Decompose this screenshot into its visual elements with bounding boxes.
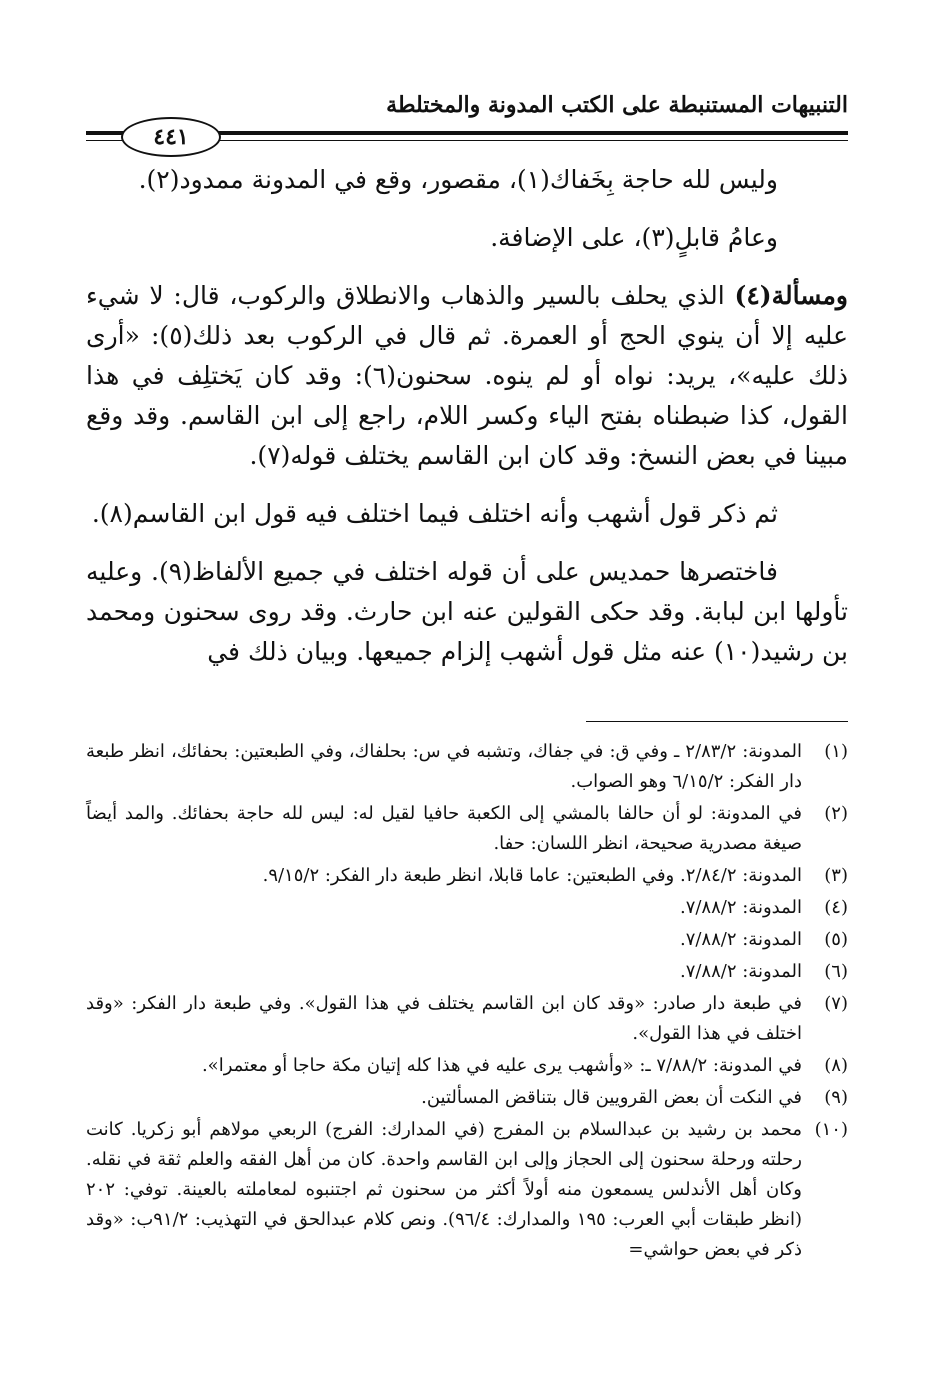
footnote-text: في المدونة: لو أن حالفا بالمشي إلى الكعبة حافيا لقيل له: ليس لله حاجة بحفائك. والمد أيضاً صيغة مصدرية صحيحة، انظر اللسان: حفا. [86,803,802,854]
footnotes [86,737,848,1267]
paragraph-5: فاختصرها حمديس على أن قوله اختلف في جميع الألفاظ(٩). وعليه تأولها ابن لبابة. وقد حكى القولين عنه ابن حارث. وقد روى سحنون ومحمد بن رشيد(١٠) عنه مثل قول أشهب إلزام جميعها. وبيان ذلك في [86,557,848,666]
footnote [86,989,848,1049]
footnote-text: المدونة: ٧/٨٨/٢. [679,961,802,982]
footnote-text: المدونة: ٧/٨٨/٢. [679,929,802,950]
footnote-separator [586,721,848,722]
footnote [86,799,848,859]
footnote-number: (٤) [824,897,848,918]
footnote-text: المدونة: ٧/٨٨/٢. [679,897,802,918]
footnote-number: (٦) [824,961,848,982]
footnote-text: في طبعة دار صادر: «وقد كان ابن القاسم يختلف في هذا القول». وفي طبعة دار الفكر: «وقد اختلف في هذا القول». [86,993,802,1044]
footnote [86,1083,848,1113]
paragraph-3-text: الذي يحلف بالسير والذهاب والانطلاق والركوب، قال: لا شيء عليه إلا أن ينوي الحج أو العمرة. ثم قال في الركوب بعد ذلك(٥): «أرى ذلك عليه»، يريد: نواه أو لم ينوه. سحنون(٦): وقد كان يَختلِف في هذا القول، كذا ضبطناه بفتح الياء وكسر اللام، راجع إلى ابن القاسم. وقد وقع مبينا في بعض النسخ: وقد كان ابن القاسم يختلف قوله(٧). [86,281,848,470]
footnote-number: (٣) [824,865,848,886]
paragraph-3 [86,276,848,476]
paragraph-1: وليس لله حاجة بِخَفاك(١)، مقصور، وقع في المدونة ممدود(٢). [138,165,778,194]
footnote [86,925,848,955]
footnote [86,1115,848,1265]
footnote-number: (١) [824,741,848,762]
footnote-number: (٩) [824,1087,848,1108]
footnote [86,861,848,891]
footnote-text: المدونة: ٢/٨٣/٢ ـ وفي ق: في جفاك، وتشبه في س: بحلفاك، وفي الطبعتين: بحفائك، انظر طبعة دار الفكر: ٦/١٥/٢ وهو الصواب. [86,741,802,792]
page-number: ٤٤١ [121,117,221,157]
footnote-number: (٨) [824,1055,848,1076]
footnote-number: (٥) [824,929,848,950]
footnote-text: في المدونة: ٧/٨٨/٢ ـ: «وأشهب يرى عليه في هذا كله إتيان مكة حاجا أو معتمرا». [201,1055,802,1076]
footnote [86,893,848,923]
paragraph-3-lead: ومسألة(٤) [734,281,848,310]
paragraph-4: ثم ذكر قول أشهب وأنه اختلف فيما اختلف فيه قول ابن القاسم(٨). [91,499,778,528]
main-text [86,160,848,690]
paragraph-2: وعامُ قابلٍ(٣)، على الإضافة. [490,223,778,252]
footnote-number: (١٠) [814,1119,848,1140]
footnote-number: (٧) [824,993,848,1014]
running-title: التنبيهات المستنبطة على الكتب المدونة والمختلطة [386,92,848,118]
footnote-text: في النكت أن بعض القرويين قال بتناقض المسألتين. [421,1087,802,1108]
footnote [86,1051,848,1081]
footnote-text: محمد بن رشيد بن عبدالسلام بن المفرج (في المدارك: الفرج) الربعي مولاهم أبو زكريا. كانت رحلته ورحلة سحنون إلى الحجاز وإلى ابن القاسم واحدة. كان من أهل الفقه والعلم ثقة في نقله. وكان أهل الأندلس يسمعون منه أولاً أكثر من سحنون ثم اجتنبوه لمعاملته بالعينة. توفي: ٢٠٢ (انظر طبقات أبي العرب: ١٩٥ والمدارك: ٩٦/٤). ونص كلام عبدالحق في التهذيب: ٩١/٢ب: «وقد ذكر في بعض حواشي= [86,1119,802,1260]
footnote [86,957,848,987]
footnote [86,737,848,797]
footnote-number: (٢) [824,803,848,824]
footnote-text: المدونة: ٢/٨٤/٢. وفي الطبعتين: عاما قابلا، انظر طبعة دار الفكر: ٩/١٥/٢. [262,865,802,886]
